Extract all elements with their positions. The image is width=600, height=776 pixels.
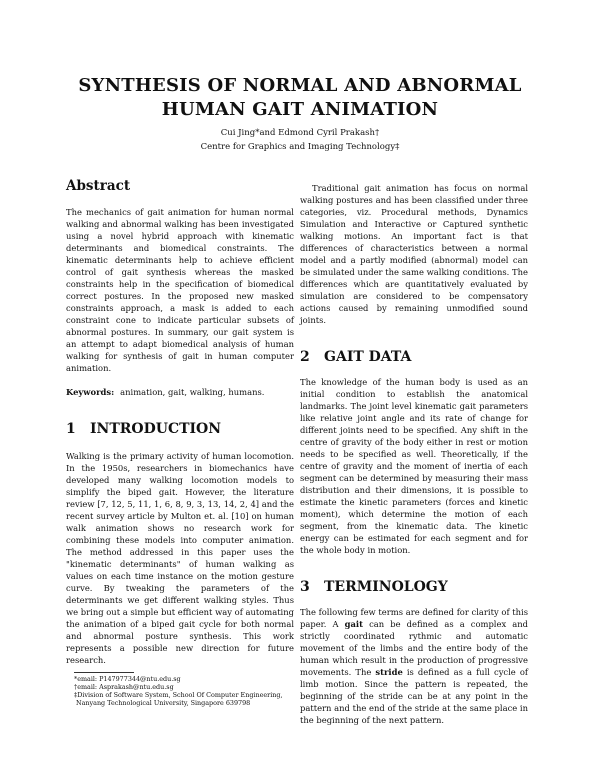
- gait-data-text: The knowledge of the human body is used as an initial condition to establish the anatomical landmarks. The joint level kinematic gait parameters like relative joint angle and its rate of change for different joints need to be specified. Any shift in the centre of gravity of the body either in rest or motion needs to be specified as well. Theoretically, if the centre of gravity and the moment of inertia of each segment can be determined by measuring their mass distribution and their dimensions, it is possible to estimate the kinetic parameters (forces and kinetic moment), which determine the motion of each segment, from the kinematic data. The kinetic energy can be estimated for each segment and for the whole body in motion.: [300, 377, 528, 555]
- abstract-heading: Abstract: [66, 178, 131, 194]
- title-line-2: HUMAN GAIT ANIMATION: [161, 99, 439, 120]
- term-stride: stride: [375, 667, 403, 677]
- terminology-text: [300, 606, 528, 726]
- intro-continuation-text: Traditional gait animation has focus on normal walking postures and has been classified under three categories, viz. Procedural methods, Dynamics Simulation and Interactive or Captured synthetic walking motions. An important fact is that differences of characteristics between a normal model and a partly modified (abnormal) model can be simulated under the same walking conditions. The differences which are quantitatively evaluated by simulation are considered to be compensatory actions caused by remaining unmodified sound joints.: [300, 183, 528, 325]
- right-column: [300, 178, 528, 726]
- section-heading-gait-data: [300, 348, 528, 366]
- section-number: 1: [66, 421, 76, 437]
- keywords-line: [66, 386, 294, 398]
- keywords-label: Keywords:: [66, 387, 115, 397]
- left-column: [66, 178, 294, 666]
- abstract-text: The mechanics of gait animation for human normal walking and abnormal walking has been investigated using a novel hybrid approach with kinematic determinants and biomedical constraints. The kinematic determinants help to achieve efficient control of gait synthesis whereas the masked constraints help in the specification of biomedical correct postures. In the proposed new masked constraints approach, a mask is added to each constraint cone to indicate particular subsets of abnormal postures. In summary, our gait system is an attempt to adapt biomedical analysis of human walking for synthesis of gait in human computer animation.: [66, 207, 294, 373]
- term-gait: gait: [344, 619, 363, 629]
- section-title: INTRODUCTION: [90, 421, 222, 437]
- section-number: 3: [300, 579, 310, 595]
- footnote-3: ‡Division of Software System, School Of Computer Engineering, Nanyang Technological University, Singapore 639798: [74, 691, 283, 707]
- section-heading-terminology: [300, 578, 528, 596]
- authors: Cui Jing*and Edmond Cyril Prakash†: [220, 128, 380, 138]
- affiliation: Centre for Graphics and Imaging Technology‡: [200, 142, 400, 152]
- footnote-2: †email: Asprakash@ntu.edu.sg: [74, 683, 174, 691]
- paper-title: [60, 74, 540, 122]
- terminology-text-part: can be defined as a complex and strictly coordinated rythmic and automatic movement of the limbs and the entire body of the human which result in the production of progressive movements. The: [300, 619, 528, 677]
- introduction-text: Walking is the primary activity of human locomotion. In the 1950s, researchers in biomechanics have developed many walking locomotion models to simplify the biped gait. However, the literature review [7, 12, 5, 11, 1, 6, 8, 9, 3, 13, 14, 2, 4] and the recent survey article by Multon et. al. [10] on human walk animation shows no research work for combining these models into computer animation. The method addressed in this paper uses the "kinematic determinants" of human walking as values on each time instance on the motion gesture curve. By tweaking the parameters of the determinants we get different walking styles. Thus we bring out a simple but efficient way of automating the animation of a biped gait cycle for both normal and abnormal posture synthesis. This work represents a possible new direction for future research.: [66, 451, 294, 665]
- footnote-rule: [74, 672, 134, 673]
- section-title: TERMINOLOGY: [324, 579, 448, 595]
- keywords-text: animation, gait, walking, humans.: [120, 387, 265, 397]
- section-heading-introduction: [66, 420, 294, 438]
- footnote-1: *email: P147977344@ntu.edu.sg: [74, 675, 181, 683]
- footnotes: [66, 672, 294, 707]
- section-number: 2: [300, 349, 310, 365]
- terminology-text-part: is defined as a full cycle of limb motion. Since the pattern is repeated, the beginning of the stride can be at any point in the pattern and the end of the stride at the same place in the beginning of the next pattern.: [300, 667, 528, 725]
- terminology-text-part: The following few terms are defined for clarity of this paper. A: [300, 607, 528, 629]
- title-line-1: SYNTHESIS OF NORMAL AND ABNORMAL: [78, 75, 522, 96]
- section-title: GAIT DATA: [324, 349, 412, 365]
- author-block: [60, 126, 540, 154]
